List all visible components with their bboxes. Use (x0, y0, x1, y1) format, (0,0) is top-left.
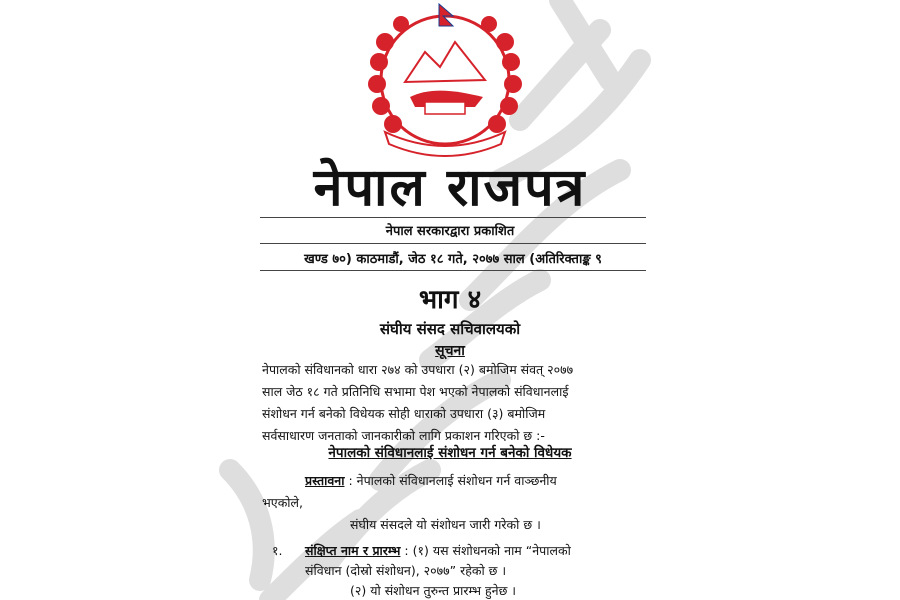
header-rule-top (260, 217, 646, 218)
preamble-text: : नेपालको संविधानलाई संशोधन गर्न वाञ्छनीय (344, 473, 557, 488)
notice-line: साल जेठ १८ गते प्रतिनिधि सभामा पेश भएको नेपालको संविधानलाई (262, 384, 569, 399)
notice-title: सूचना (435, 343, 465, 359)
subsection-2: (२) यो संशोधन तुरुन्त प्रारम्भ हुनेछ । (350, 583, 517, 598)
preamble-label: प्रस्तावना (305, 473, 345, 488)
section-heading: संक्षिप्त नाम र प्रारम्भ (305, 543, 401, 558)
notice-line: नेपालको संविधानको धारा २७४ को उपधारा (२) बमोजिम संवत् २०७७ (262, 362, 574, 377)
bill-title: नेपालको संविधानलाई संशोधन गर्न बनेको विधेयक (328, 445, 572, 461)
header-rule-middle (260, 243, 646, 244)
issue-line: खण्ड ७०) काठमाडौं, जेठ १८ गते, २०७७ साल (अतिरिक्ताङ्क ९ (304, 252, 602, 267)
section-1-line (305, 542, 685, 559)
section-1-line-2: संविधान (दोस्रो संशोधन), २०७७” रहेको छ । (305, 563, 507, 578)
header-rule-bottom (260, 270, 646, 271)
notice-line: संशोधन गर्न बनेको विधेयक सोही धाराको उपधारा (३) बमोजिम (262, 406, 546, 421)
enactment-clause: संघीय संसदले यो संशोधन जारी गरेको छ । (350, 517, 541, 532)
section-number: १. (272, 543, 283, 558)
notice-line: सर्वसाधारण जनताको जानकारीको लागि प्रकाशन गरिएको छ :- (262, 428, 545, 443)
secretariat-heading: संघीय संसद सचिवालयको (379, 320, 521, 338)
part-heading: भाग ४ (418, 285, 482, 315)
section-text: : (१) यस संशोधनको नाम “नेपालको (400, 543, 571, 558)
nepal-emblem (355, 2, 535, 162)
preamble-continuation: भएकोले, (262, 495, 303, 510)
preamble-line (305, 472, 685, 489)
gazette-masthead: नेपाल राजपत्र (313, 158, 587, 218)
publisher-line: नेपाल सरकारद्वारा प्रकाशित (385, 224, 515, 239)
